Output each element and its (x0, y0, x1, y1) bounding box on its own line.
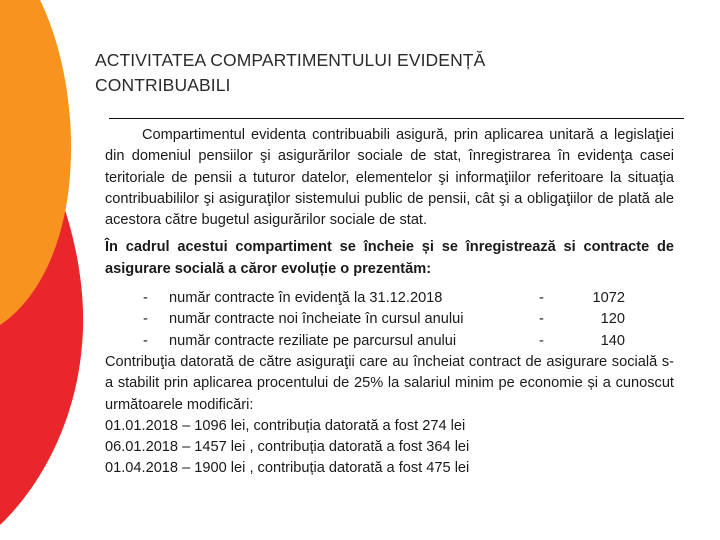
change-line: 01.04.2018 – 1900 lei , contribuția datorată a fost 475 lei (105, 460, 470, 477)
separator-dash: - (539, 311, 544, 328)
bullet-dash: - (143, 332, 148, 349)
contract-stats-list (105, 288, 674, 352)
title-line-2: CONTRIBUABILI (95, 75, 231, 95)
contribution-paragraph: Contribuţia datorată de către asiguraţii care au încheiat contract de asigurare socială s-a stabilit prin aplicarea procentului de 25% la salariul minim pe economie și a cunoscut următoarele modificări: (105, 353, 674, 413)
stat-value: 120 (600, 311, 625, 328)
stat-label: număr contracte reziliate pe parcursul anului (169, 332, 457, 349)
stat-label: număr contracte în evidenţă la 31.12.2018 (169, 290, 443, 307)
title-divider (109, 118, 684, 119)
change-line: 01.01.2018 – 1096 lei, contribuția datorată a fost 274 lei (105, 417, 466, 434)
change-line: 06.01.2018 – 1457 lei , contribuția datorată a fost 364 lei (105, 439, 470, 456)
stat-row (105, 288, 674, 309)
stat-label: număr contracte noi încheiate în cursul anului (169, 311, 464, 328)
slide-body (105, 125, 674, 480)
separator-dash: - (539, 332, 544, 349)
stat-value: 1072 (592, 290, 625, 307)
stat-value: 140 (600, 332, 625, 349)
decorative-curves (0, 0, 90, 540)
slide-title (95, 48, 655, 98)
intro-paragraph: Compartimentul evidenta contribuabili asigură, prin aplicarea unitară a legislaţiei din domeniul pensiilor şi asigurărilor sociale de stat, înregistrarea în evidenţa casei teritoriale de pensii a tuturor datelor, elementelor şi informaţiilor referitoare la situaţia contribuabililor şi asiguraţilor sistemului public de pensii, cât şi a obligaţiilor de plată ale acestora către bugetul asigurărilor sociale de stat. (105, 127, 674, 229)
contracts-heading: În cadrul acestui compartiment se încheie și se înregistrează si contracte de asigurare socială a căror evoluție o prezentăm: (105, 239, 674, 277)
stat-row (105, 331, 674, 352)
bullet-dash: - (143, 290, 148, 307)
stat-row (105, 309, 674, 330)
bullet-dash: - (143, 311, 148, 328)
separator-dash: - (539, 290, 544, 307)
title-line-1: ACTIVITATEA COMPARTIMENTULUI EVIDENȚĂ (95, 50, 486, 70)
